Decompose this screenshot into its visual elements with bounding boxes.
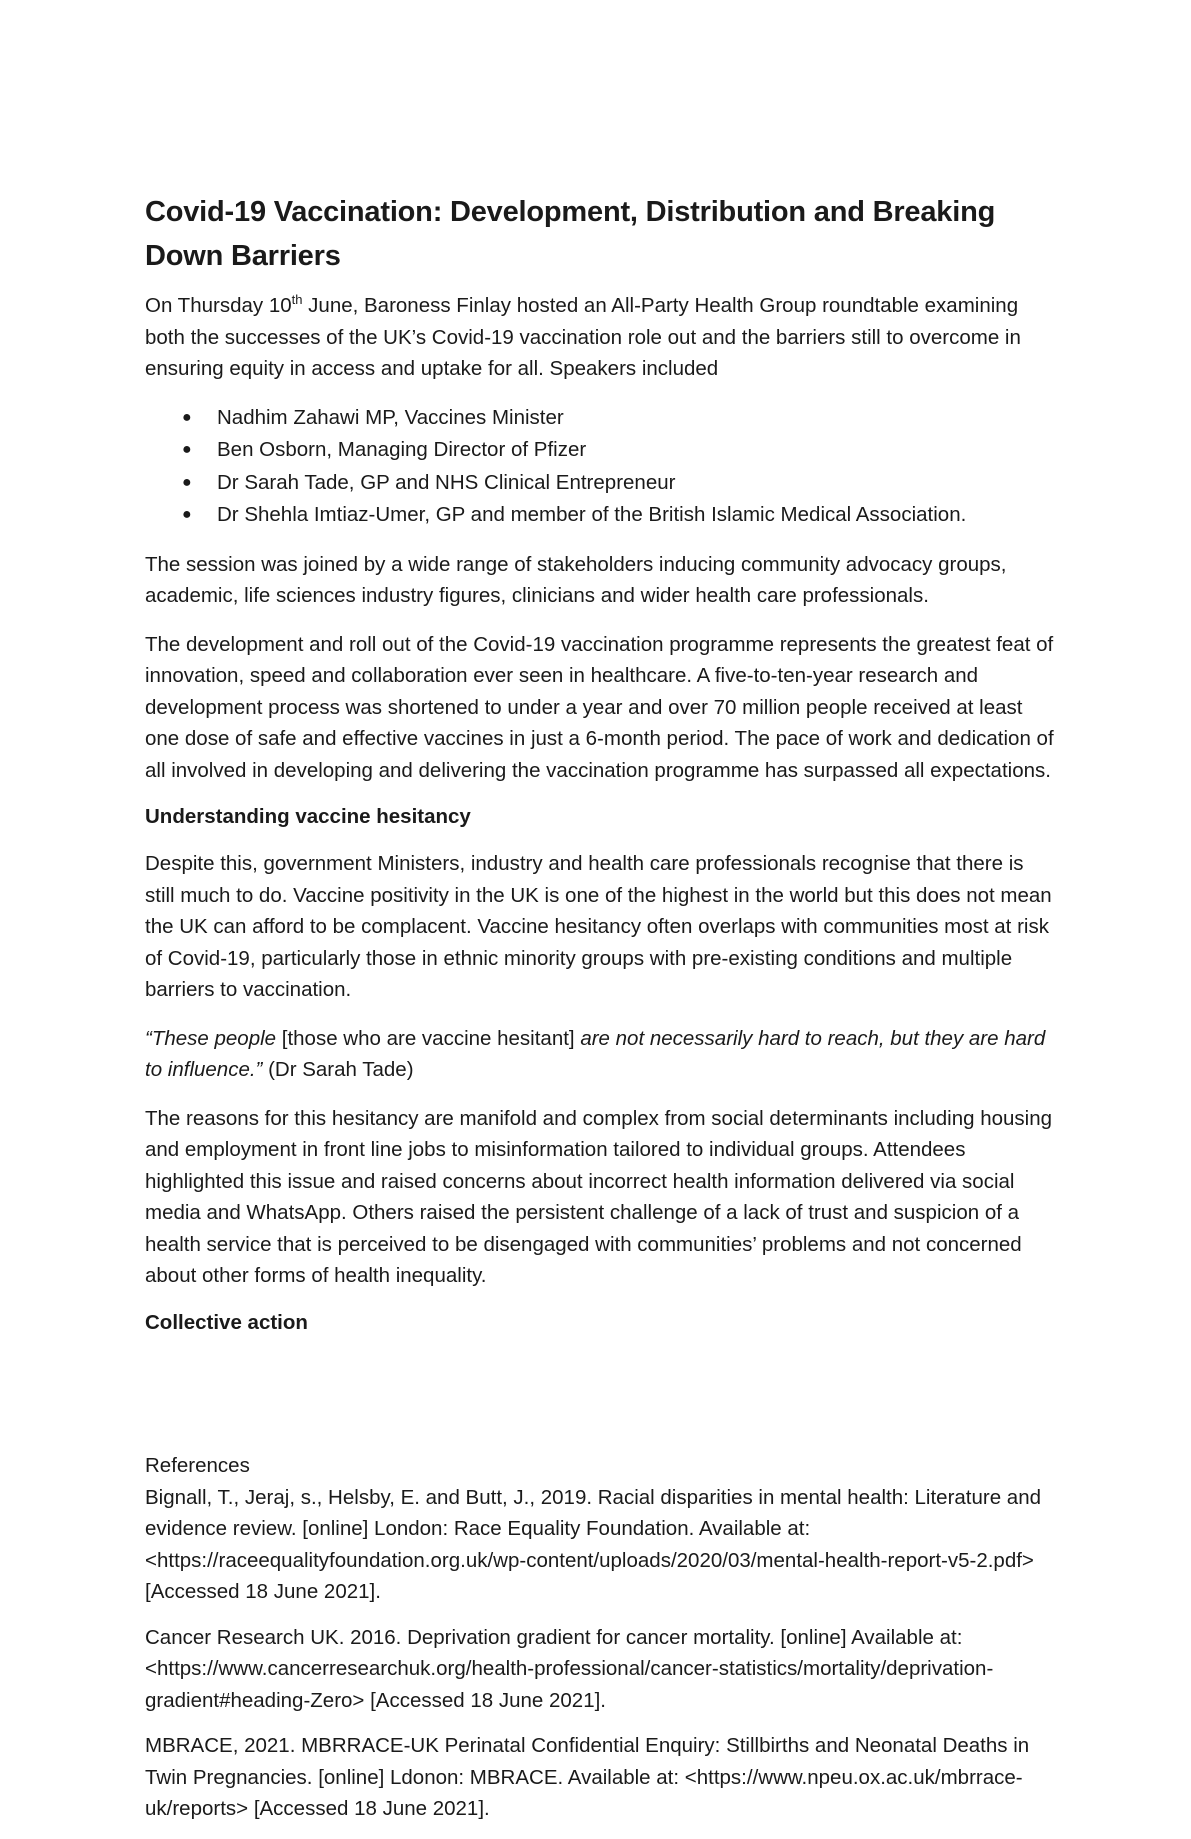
list-item xyxy=(145,402,1055,435)
list-item xyxy=(145,434,1055,467)
hesitancy-paragraph: Despite this, government Ministers, industry and health care professionals recognise that there is still much to do. Vaccine positivity in the UK is one of the highest in the world but this does not mean the UK can afford to be complacent. Vaccine hesitancy often overlaps with communities most at risk of Covid-19, particularly those in ethnic minority groups with pre-existing conditions and multiple barriers to vaccination. xyxy=(145,852,1052,1001)
bullet-icon: ● xyxy=(182,408,192,426)
bullet-icon: ● xyxy=(182,441,192,458)
bullet-icon: ● xyxy=(182,473,192,491)
document-body xyxy=(145,190,1055,1354)
intro-paragraph xyxy=(145,290,1055,385)
reference-item: Bignall, T., Jeraj, s., Helsby, E. and Butt, J., 2019. Racial disparities in mental health: Literature and evidence review. [online] London: Race Equality Foundation. Available at: <https://raceequalityfoundation.org.uk/wp-content/uploads/2020/03/mental-health-report-v5-2.pdf> [Accessed 18 June 2021]. xyxy=(145,1485,1042,1603)
quote-text-end: are not necessarily hard to reach, but they are hard to influence.” xyxy=(145,1026,1046,1081)
list-item xyxy=(145,467,1055,500)
references-label: References xyxy=(145,1454,250,1477)
speaker-name: Dr Shehla Imtiaz-Umer, GP and member of the British Islamic Medical Association. xyxy=(217,503,967,526)
development-paragraph: The development and roll out of the Covid-19 vaccination programme represents the greatest feat of innovation, speed and collaboration ever seen in healthcare. A five-to-ten-year research and development process was shortened to under a year and over 70 million people received at least one dose of safe and effective vaccines in just a 6-month period. The pace of work and dedication of all involved in developing and delivering the vaccination programme has surpassed all expectations. xyxy=(145,632,1054,782)
speaker-name: Ben Osborn, Managing Director of Pfizer xyxy=(217,438,587,461)
reasons-paragraph: The reasons for this hesitancy are manifold and complex from social determinants including housing and employment in front line jobs to misinformation tailored to individual groups. Attendees highlighted this issue and raised concerns about incorrect health information delivered via social media and WhatsApp. Others raised the persistent challenge of a lack of trust and suspicion of a health service that is perceived to be disengaged with communities’ problems and not concerned about other forms of health inequality. xyxy=(145,1106,1053,1287)
quote-insertion: [those who are vaccine hesitant] xyxy=(276,1026,581,1050)
section-heading-hesitancy: Understanding vaccine hesitancy xyxy=(145,805,471,828)
speaker-name: Nadhim Zahawi MP, Vaccines Minister xyxy=(217,405,564,429)
quote-attribution: (Dr Sarah Tade) xyxy=(262,1058,414,1081)
document-title: Covid-19 Vaccination: Development, Distribution and Breaking Down Barriers xyxy=(145,196,996,272)
intro-text-start: On Thursday 10 xyxy=(145,294,292,317)
stakeholders-paragraph: The session was joined by a wide range of stakeholders inducing community advocacy groups, academic, life sciences industry figures, clinicians and wider health care professionals. xyxy=(145,552,1007,607)
speaker-name: Dr Sarah Tade, GP and NHS Clinical Entrepreneur xyxy=(217,470,676,494)
speaker-list xyxy=(145,402,1055,532)
section-heading-collective: Collective action xyxy=(145,1310,308,1334)
intro-text-end: June, Baroness Finlay hosted an All-Party Health Group roundtable examining both the successes of the UK’s Covid-19 vaccination role out and the barriers still to overcome in ensuring equity in access and uptake for all. Speakers included xyxy=(145,294,1021,380)
list-item xyxy=(145,499,1055,532)
references-footer xyxy=(145,1450,1075,1839)
quote-paragraph xyxy=(145,1023,1055,1086)
ordinal-suffix: th xyxy=(291,292,303,308)
reference-item: Cancer Research UK. 2016. Deprivation gradient for cancer mortality. [online] Available at: <https://www.cancerresearchuk.org/health-professional/cancer-statistics/mortality/deprivation-gradient#heading-Zero> [Accessed 18 June 2021]. xyxy=(145,1625,994,1712)
bullet-icon: ● xyxy=(182,506,192,523)
reference-item: MBRACE, 2021. MBRRACE-UK Perinatal Confidential Enquiry: Stillbirths and Neonatal Deaths in Twin Pregnancies. [online] Ldonon: MBRACE. Available at: <https://www.npeu.ox.ac.uk/mbrrace-uk/reports> [Accessed 18 June 2021]. xyxy=(145,1734,1030,1820)
quote-text-start: “These people xyxy=(145,1026,277,1050)
